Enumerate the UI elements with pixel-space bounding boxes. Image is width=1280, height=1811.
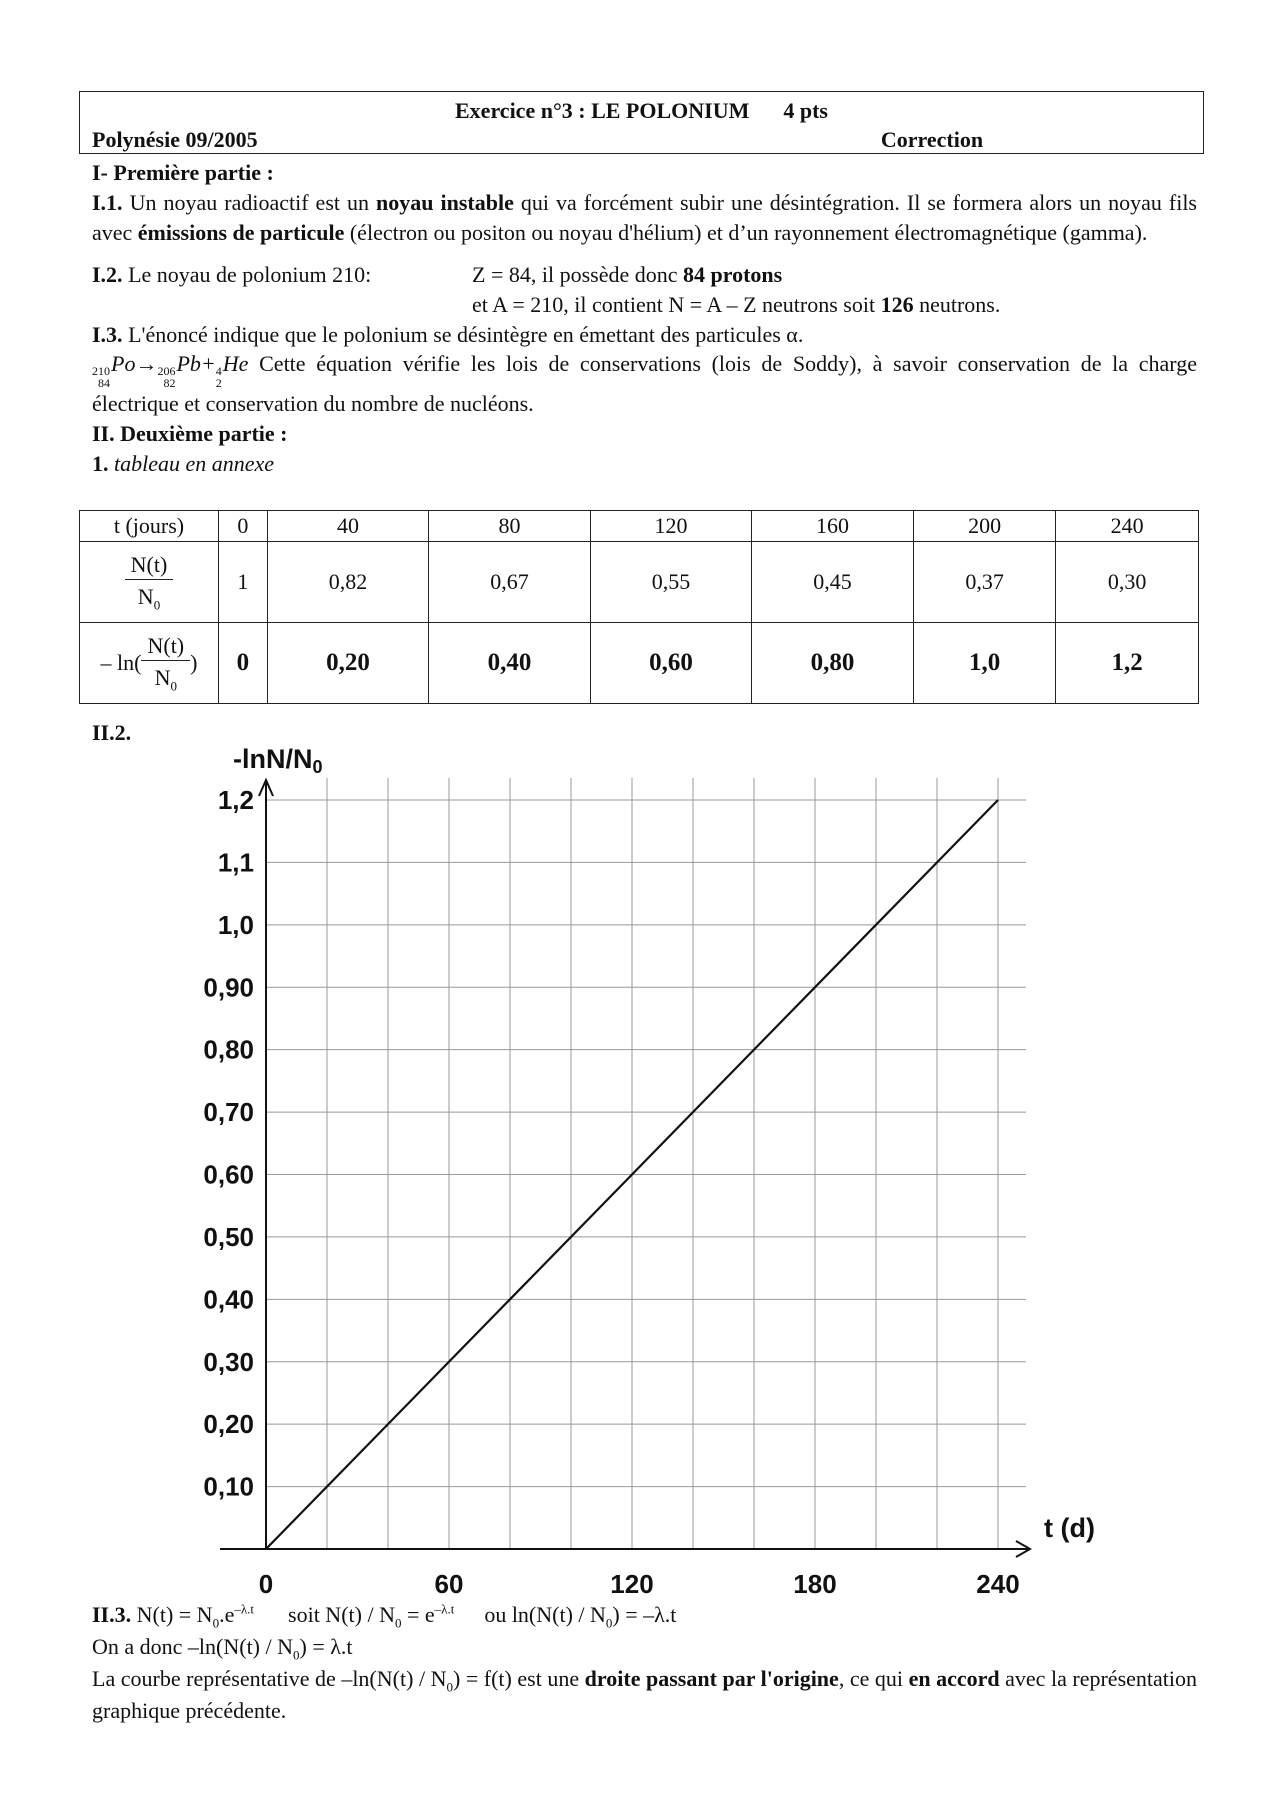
q2-line-1: [472, 260, 1000, 290]
exercise-label: Correction: [880, 127, 984, 152]
table-cell: 0,80: [752, 623, 914, 704]
ii3-l1c: soit N(t) / N: [288, 1602, 395, 1627]
pb-mass-number: 206: [157, 364, 176, 379]
he-mass-number: 4: [215, 364, 222, 379]
ii3-l3d: , ce qui: [838, 1666, 909, 1692]
q3-equation-paragraph: [92, 349, 1197, 419]
ii3-line-3: [92, 1664, 1197, 1726]
ii3-l3c: droite passant par l'origine: [584, 1666, 839, 1692]
y-tick-label: 0,50: [203, 1221, 254, 1252]
q1-text-1: Un noyau radioactif est un: [122, 189, 377, 215]
po-mass-number: 210: [92, 364, 110, 379]
table-cell: 0,55: [590, 542, 752, 623]
ii3-l1e: ou ln(N(t) / N: [484, 1602, 606, 1627]
x-tick-label: 60: [434, 1569, 464, 1599]
pb-atomic-number: 82: [163, 376, 176, 391]
ii3-l1c-sub: 0: [394, 1615, 402, 1631]
y-tick-label: 0,30: [203, 1346, 254, 1377]
po-atomic-number: 84: [98, 376, 110, 391]
arrow-icon: →: [135, 351, 158, 377]
exercise-source: Polynésie 09/2005: [92, 127, 258, 152]
ratio-denominator-sub: 0: [153, 597, 161, 613]
part2-heading: II. Deuxième partie :: [92, 421, 288, 447]
ii3-l1b: .e: [219, 1602, 235, 1627]
y-tick-label: 0,40: [203, 1284, 254, 1315]
q1-text-2: qui va forcément subir une désintégration. Il se formera alors un noyau fils avec: [92, 189, 1197, 245]
q3-number: I.3.: [92, 321, 123, 347]
table-cell: 0,20: [267, 623, 429, 704]
table-cell: 0,82: [267, 542, 429, 623]
y-tick-label: 1,2: [217, 785, 254, 815]
table-row-minus-ln: [80, 623, 1199, 704]
table-cell: 200: [913, 511, 1056, 542]
table-cell: 1,0: [913, 623, 1056, 704]
q3-text-2: Cette équation vérifie les lois de conservations (lois de Soddy), à savoir conservation de la charge électrique et conservation du nombre de nucléons.: [92, 351, 1197, 417]
part1-section: [92, 158, 1197, 479]
y-tick-label: 1,1: [217, 847, 254, 878]
table-cell: 160: [752, 511, 914, 542]
x-tick-label: 240: [976, 1569, 1020, 1599]
ii3-l1b-sup: –λ.t: [234, 1601, 255, 1617]
exercise-title-text: Exercice n°3 : LE POLONIUM: [455, 98, 750, 123]
table-cell: 0,30: [1056, 542, 1199, 623]
table-header-ratio: [80, 542, 219, 623]
table-cell: 1,2: [1056, 623, 1199, 704]
ratio-fraction: [125, 550, 174, 615]
ii2-number: II.2.: [92, 720, 132, 745]
ii3-section: [92, 1600, 1197, 1726]
q2-neutrons: 126: [880, 291, 914, 317]
table-header-minus-ln: [80, 623, 219, 704]
y-axis-title: -lnN/N0: [233, 744, 323, 777]
table-header-time: t (jours): [80, 511, 219, 542]
q1-bold-1: noyau instable: [376, 189, 514, 215]
x-axis-title: t (d): [1044, 1513, 1095, 1543]
q2-line-2-end: neutrons.: [913, 291, 1001, 317]
q3-paragraph: [92, 320, 1197, 350]
ii3-l2a: On a donc –ln(N(t) / N: [92, 1634, 294, 1660]
table-cell: 0,45: [752, 542, 914, 623]
ii3-l3f: avec la représentation graphique précédente.: [92, 1666, 1197, 1724]
ii3-l3a-sub: 0: [446, 1679, 453, 1695]
table-row-ratio: [80, 542, 1199, 623]
q2-number: I.2.: [92, 261, 123, 287]
table-cell: 120: [590, 511, 752, 542]
ln-suffix: ): [190, 650, 198, 676]
table-cell: 1: [219, 542, 268, 623]
table-cell: 0,60: [590, 623, 752, 704]
ln-numerator: N(t): [141, 631, 190, 662]
ii3-number: II.3.: [92, 1602, 132, 1627]
exercise-header: [79, 91, 1204, 154]
y-axis-title-sub: 0: [312, 757, 323, 777]
table-cell: 40: [267, 511, 429, 542]
ii3-l3e: en accord: [908, 1666, 1000, 1692]
table-cell: 0: [219, 623, 268, 704]
y-tick-label: 0,80: [203, 1034, 254, 1065]
minus-ln-expression: [101, 631, 198, 696]
ln-denominator: N: [154, 665, 171, 691]
q2-protons: 84 protons: [683, 261, 783, 287]
q2-line-1-text: Z = 84, il possède donc: [472, 261, 683, 287]
ii3-line-2: [92, 1632, 1197, 1664]
y-tick-label: 1,0: [217, 909, 254, 940]
table-cell: 0,40: [429, 623, 591, 704]
q2-text: Le noyau de polonium 210:: [122, 261, 372, 287]
exercise-title: [80, 96, 1203, 126]
table-cell: 0: [219, 511, 268, 542]
x-tick-label: 0: [258, 1569, 274, 1599]
data-table: [79, 510, 1199, 704]
q1-text-3: (électron ou positon ou noyau d'hélium) et d’un rayonnement électromagnétique (gamma).: [344, 219, 1148, 245]
ii3-l2b: ) = λ.t: [299, 1634, 353, 1660]
ii3-l2a-sub: 0: [293, 1647, 300, 1663]
table-cell: 80: [429, 511, 591, 542]
ii3-l3b: ) = f(t) est une: [452, 1666, 585, 1692]
y-tick-label: 0,70: [203, 1097, 254, 1128]
exercise-points: 4 pts: [783, 98, 828, 123]
x-tick-label: 120: [610, 1569, 654, 1599]
y-tick-label: 0,10: [203, 1471, 254, 1502]
ratio-denominator: N: [137, 584, 154, 610]
table-cell: 0,37: [913, 542, 1056, 623]
q3-text-1: L'énoncé indique que le polonium se désintègre en émettant des particules α.: [122, 321, 804, 347]
decay-equation: [92, 351, 249, 391]
part1-heading: I- Première partie :: [92, 160, 274, 185]
po-symbol: Po: [111, 351, 136, 377]
table-cell: 0,67: [429, 542, 591, 623]
y-tick-label: 0,90: [203, 972, 254, 1003]
x-tick-label: 180: [793, 1569, 837, 1599]
q1-paragraph: [92, 188, 1197, 248]
ii3-l3a: La courbe représentative de –ln(N(t) / N: [92, 1666, 447, 1692]
q2-line-2-text: et A = 210, il contient N = A – Z neutrons soit: [472, 291, 881, 317]
ii3-l1e-sub: 0: [605, 1615, 613, 1631]
he-atomic-number: 2: [215, 376, 222, 391]
y-tick-label: 0,60: [203, 1159, 254, 1190]
pb-symbol: Pb: [176, 351, 201, 377]
ln-denominator-sub: 0: [170, 678, 177, 694]
ii3-l1d: = e: [401, 1602, 435, 1627]
ln-prefix: – ln(: [100, 650, 142, 676]
ii1-text: tableau en annexe: [114, 451, 275, 477]
q2-paragraph: [92, 260, 1197, 320]
q2-line-2: [472, 290, 1000, 320]
ii3-l1f: ) = –λ.t: [612, 1602, 677, 1627]
plus-sign: +: [200, 351, 216, 377]
ratio-numerator: N(t): [125, 550, 174, 581]
ii1-number: 1.: [92, 451, 109, 477]
y-tick-label: 0,20: [203, 1409, 254, 1440]
q1-number: I.1.: [92, 189, 123, 215]
table-cell: 240: [1056, 511, 1199, 542]
he-symbol: He: [222, 351, 249, 377]
ii3-l1d-sup: –λ.t: [434, 1601, 455, 1617]
q1-bold-2: émissions de particule: [137, 219, 345, 245]
ii3-l1a: N(t) = N: [131, 1602, 213, 1627]
table-row-time: [80, 511, 1199, 542]
line-chart: [0, 740, 1280, 1600]
ii3-l1a-sub: 0: [212, 1615, 220, 1631]
ii3-line-1: [92, 1600, 1197, 1632]
